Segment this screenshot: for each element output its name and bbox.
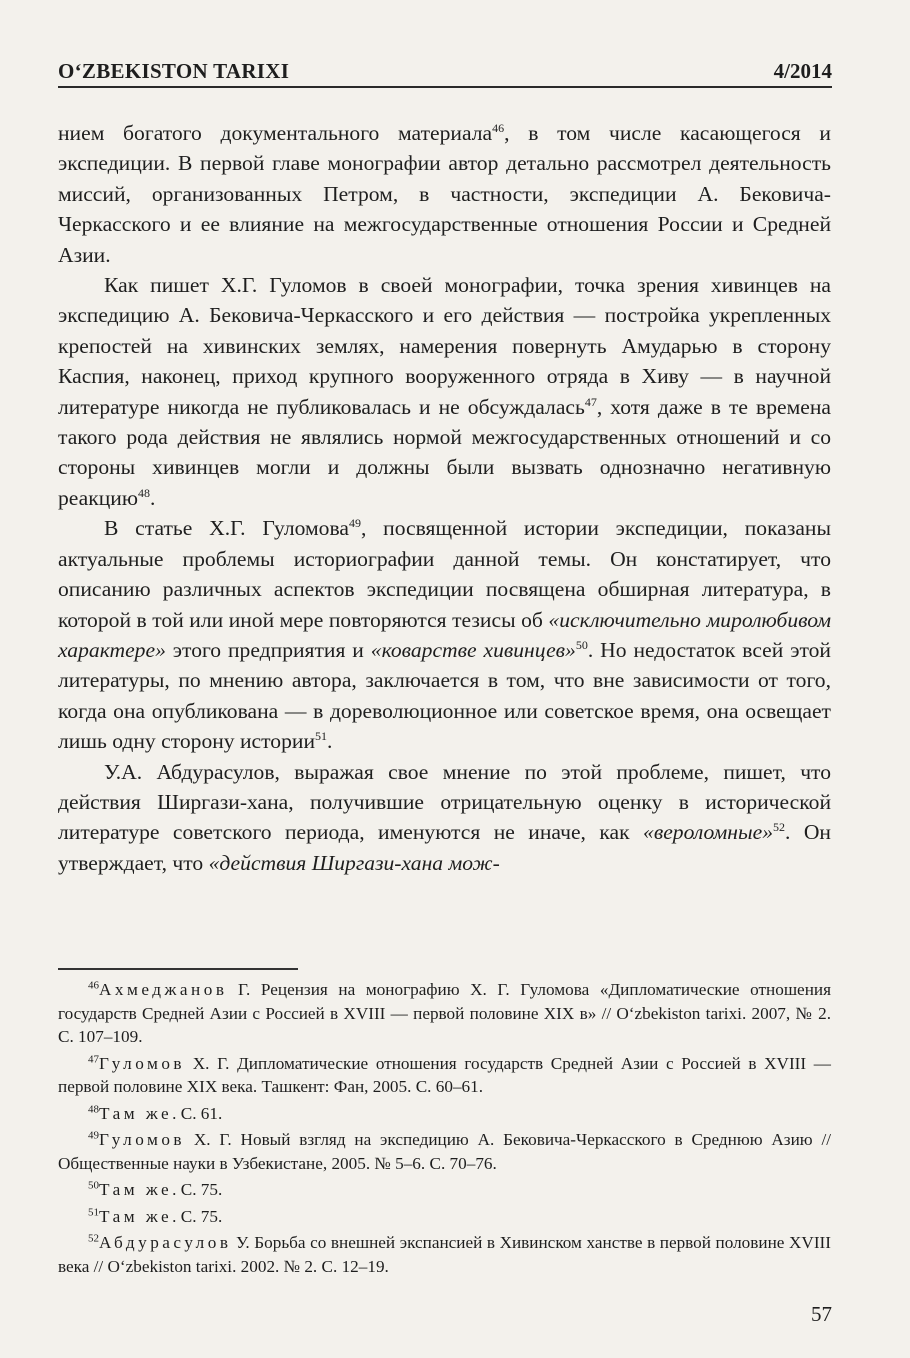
footnote-number: 50 [88,1179,99,1192]
paragraph-2 [58,270,831,513]
footnote-number: 52 [88,1232,99,1245]
footnote-author: Гуломов [99,1053,186,1073]
text-run: Как пишет Х.Г. Гуломов в своей монографии, точка зрения хивинцев на экспедицию А. Бековича-Черкасского и его действия — постройка укрепленных крепостей на хивинских землях, намерения повернуть Амударью в сторону Каспия, наконец, приход крупного вооруженного отряда в Хиву — в научной литературе никогда не публиковалась и не обсуждалась [58,273,831,419]
footnotes [58,978,831,1281]
footnote-text: У. Борьба со внешней экспансией в Хивинском ханстве в первой половине XVIII века // O‘zbekiston tarixi. 2002. № 2. С. 12–19. [58,1233,831,1276]
page-number: 57 [811,1302,832,1326]
italic-quote: «действия Ширгази-хана мож- [208,850,500,875]
text-run: . Но недостаток всей этой литературы, по мнению автора, заключается в том, что вне зависимости от того, когда она опубликована — в дореволюционное или советское время, она освещает лишь одну сторону истории [58,637,831,754]
footnote-text: . С. 75. [172,1180,223,1199]
footnote-divider [58,968,298,970]
footnote-ref: 52 [773,820,786,835]
italic-quote: «коварстве хивинцев» [370,637,576,662]
text-run: , посвященной истории экспедиции, показаны актуальные проблемы историографии данной темы. Он констатирует, что описанию различных аспектов экспедиции посвящена обширная литература, в которой в той или иной мере повторяются тезисы об [58,516,831,632]
text-run: У.А. Абдурасулов, выражая свое мнение по этой проблеме, пишет, что действия Ширгази-хана, получившие отрицательную оценку в исторической литературе советского периода, именуются не иначе, как [58,759,831,845]
text-run: . Он утверждает, что [58,820,831,875]
footnote-author: Гуломов [99,1130,186,1149]
text-run: . [149,485,156,510]
footnote-47 [58,1052,831,1099]
running-header [58,52,832,88]
italic-quote: «вероломные» [643,820,774,845]
footnote-ref: 46 [492,120,505,135]
footnote-ref: 47 [584,394,597,409]
footnote-text: . С. 75. [172,1206,223,1226]
footnote-number: 49 [88,1129,99,1142]
footnote-author: Там же [99,1180,173,1199]
footnote-number: 48 [88,1102,99,1115]
footnote-text: Г. Рецензия на монографию Х. Г. Гуломова «Дипломатические отношения государств Средней Азии с Россией в XVIII — первой половине XIX в» // O‘zbekiston tarixi. 2007, № 2. С. 107–109. [58,980,831,1046]
footnote-48 [58,1102,831,1126]
footnote-ref: 48 [137,485,150,500]
main-text [58,118,831,878]
footnote-text: Х. Г. Новый взгляд на экспедицию А. Бековича-Черкасского в Среднюю Азию // Общественные науки в Узбекистане, 2005. № 5–6. С. 70–76. [58,1130,831,1173]
footnote-author: Абдурасулов [99,1233,232,1252]
footnote-ref: 50 [575,637,588,652]
text-run: этого предприятия и [165,637,371,662]
text-run: , в том числе касающегося и экспедиции. В первой главе монографии автор детально рассмотрел деятельность миссий, организованных Петром, в частности, экспедиции А. Бековича-Черкасского и ее влияние на межгосударственные отношения России и Средней Азии. [58,121,831,267]
footnote-number: 47 [88,1052,99,1065]
paragraph-1 [58,118,831,270]
footnote-ref: 51 [315,728,327,743]
text-run: В статье Х.Г. Гуломова [104,516,349,541]
footnote-52 [58,1231,831,1278]
text-run: , хотя даже в те времена такого рода действия не являлись нормой межгосударственных отношений и со стороны хивинцев могли и должны были вызвать однозначно негативную реакцию [58,394,831,510]
footnote-author: Ахмеджанов [99,980,228,999]
footnote-number: 46 [88,979,99,992]
paragraph-4 [58,757,831,879]
paragraph-3 [58,513,831,756]
footnote-author: Там же [99,1206,173,1226]
italic-quote: «исключительно миролюбивом характере» [58,607,831,662]
issue-number: 4/2014 [773,59,832,83]
footnote-50 [58,1178,831,1202]
footnote-51 [58,1205,831,1229]
footnote-text: Х. Г. Дипломатические отношения государств Средней Азии с Россией в XVIII — первой половине XIX века. Ташкент: Фан, 2005. С. 60–61. [58,1053,831,1096]
footnote-number: 51 [88,1205,99,1218]
footnote-ref: 49 [348,516,361,531]
text-run: нием богатого документального материала [58,121,493,145]
journal-title: O‘ZBEKISTON TARIXI [58,59,290,83]
text-run: . [327,729,333,754]
footnote-text: . С. 61. [172,1103,223,1123]
footnote-author: Там же [99,1103,173,1123]
footnote-49 [58,1128,831,1175]
footnote-46 [58,978,831,1049]
